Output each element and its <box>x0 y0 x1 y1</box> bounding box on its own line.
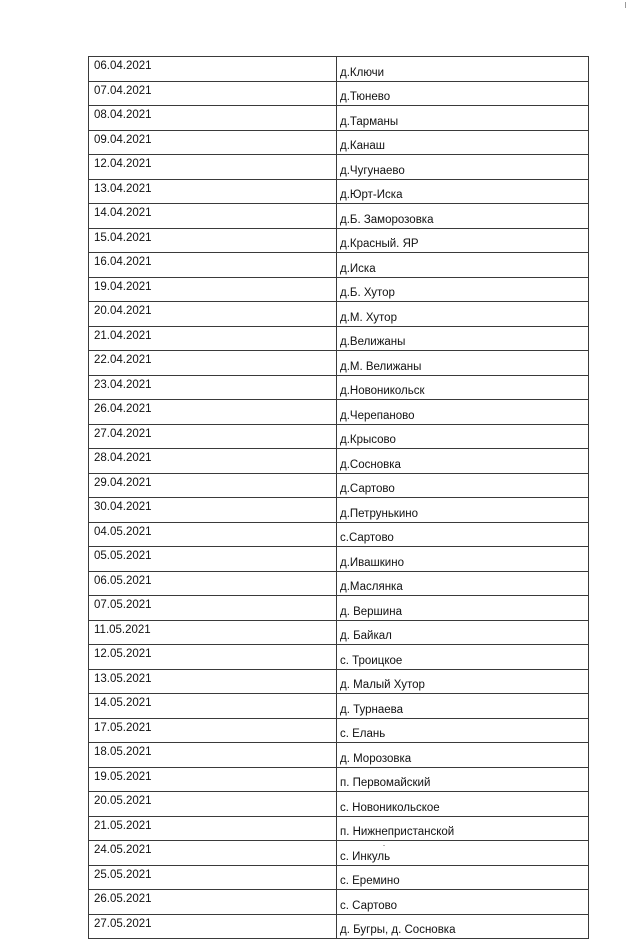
schedule-table <box>88 56 589 939</box>
date-cell: 19.05.2021 <box>89 767 337 792</box>
date-cell: 20.05.2021 <box>89 792 337 817</box>
table-row <box>89 914 589 939</box>
settlement-cell: д.Канаш <box>337 130 589 155</box>
date-cell: 22.04.2021 <box>89 351 337 376</box>
table-row <box>89 767 589 792</box>
date-cell: 23.04.2021 <box>89 375 337 400</box>
settlement-cell: д.Б. Хутор <box>337 277 589 302</box>
settlement-cell: с. Инкуль <box>337 841 589 866</box>
settlement-cell: д. Турнаева <box>337 694 589 719</box>
table-row <box>89 106 589 131</box>
settlement-cell: д. Бугры, д. Сосновка <box>337 914 589 939</box>
table-row <box>89 743 589 768</box>
date-cell: 12.04.2021 <box>89 155 337 180</box>
table-row <box>89 792 589 817</box>
table-row <box>89 351 589 376</box>
settlement-cell: д.Чугунаево <box>337 155 589 180</box>
table-row <box>89 179 589 204</box>
table-row <box>89 326 589 351</box>
date-cell: 24.05.2021 <box>89 841 337 866</box>
table-row <box>89 645 589 670</box>
date-cell: 15.04.2021 <box>89 228 337 253</box>
settlement-cell: с. Новоникольское <box>337 792 589 817</box>
date-cell: 14.05.2021 <box>89 694 337 719</box>
date-cell: 17.05.2021 <box>89 718 337 743</box>
settlement-cell: д.Тюнево <box>337 81 589 106</box>
table-row <box>89 596 589 621</box>
settlement-cell: д.Тарманы <box>337 106 589 131</box>
settlement-cell: д.Б. Заморозовка <box>337 204 589 229</box>
date-cell: 08.04.2021 <box>89 106 337 131</box>
settlement-cell: д.Юрт-Иска <box>337 179 589 204</box>
table-row <box>89 155 589 180</box>
settlement-cell: д.Сартово <box>337 473 589 498</box>
table-row <box>89 253 589 278</box>
table-row <box>89 669 589 694</box>
table-row <box>89 204 589 229</box>
table-row <box>89 816 589 841</box>
settlement-cell: д.Черепаново <box>337 400 589 425</box>
scan-corner-mark <box>625 2 626 8</box>
settlement-cell: д.Маслянка <box>337 571 589 596</box>
table-row <box>89 571 589 596</box>
date-cell: 09.04.2021 <box>89 130 337 155</box>
table-row <box>89 130 589 155</box>
table-row <box>89 865 589 890</box>
settlement-cell: п. Нижнепристанской <box>337 816 589 841</box>
settlement-cell: д.Ивашкино <box>337 547 589 572</box>
table-row <box>89 57 589 82</box>
settlement-cell: д.Новоникольск <box>337 375 589 400</box>
table-row <box>89 277 589 302</box>
date-cell: 06.05.2021 <box>89 571 337 596</box>
settlement-cell: с. Елань <box>337 718 589 743</box>
table-row <box>89 81 589 106</box>
date-cell: 26.04.2021 <box>89 400 337 425</box>
date-cell: 11.05.2021 <box>89 620 337 645</box>
date-cell: 26.05.2021 <box>89 890 337 915</box>
settlement-cell: д.Иска <box>337 253 589 278</box>
settlement-cell: с.Сартово <box>337 522 589 547</box>
date-cell: 12.05.2021 <box>89 645 337 670</box>
date-cell: 28.04.2021 <box>89 449 337 474</box>
settlement-cell: п. Первомайский <box>337 767 589 792</box>
date-cell: 13.04.2021 <box>89 179 337 204</box>
date-cell: 04.05.2021 <box>89 522 337 547</box>
date-cell: 21.04.2021 <box>89 326 337 351</box>
settlement-cell: д.Ключи <box>337 57 589 82</box>
date-cell: 27.04.2021 <box>89 424 337 449</box>
settlement-cell: д.Крысово <box>337 424 589 449</box>
settlement-cell: д. Вершина <box>337 596 589 621</box>
settlement-cell: д. Малый Хутор <box>337 669 589 694</box>
table-row <box>89 400 589 425</box>
settlement-cell: д. Морозовка <box>337 743 589 768</box>
table-row <box>89 718 589 743</box>
table-row <box>89 302 589 327</box>
date-cell: 19.04.2021 <box>89 277 337 302</box>
date-cell: 07.05.2021 <box>89 596 337 621</box>
scan-dot-mark <box>383 845 385 846</box>
date-cell: 29.04.2021 <box>89 473 337 498</box>
date-cell: 07.04.2021 <box>89 81 337 106</box>
table-row <box>89 841 589 866</box>
settlement-cell: с. Еремино <box>337 865 589 890</box>
settlement-cell: д.Красный. ЯР <box>337 228 589 253</box>
date-cell: 25.05.2021 <box>89 865 337 890</box>
table-row <box>89 547 589 572</box>
settlement-cell: д.Сосновка <box>337 449 589 474</box>
date-cell: 20.04.2021 <box>89 302 337 327</box>
table-row <box>89 522 589 547</box>
settlement-cell: с. Сартово <box>337 890 589 915</box>
date-cell: 05.05.2021 <box>89 547 337 572</box>
date-cell: 21.05.2021 <box>89 816 337 841</box>
date-cell: 14.04.2021 <box>89 204 337 229</box>
settlement-cell: д.М. Хутор <box>337 302 589 327</box>
table-row <box>89 375 589 400</box>
settlement-cell: д. Байкал <box>337 620 589 645</box>
table-row <box>89 498 589 523</box>
table-row <box>89 890 589 915</box>
date-cell: 16.04.2021 <box>89 253 337 278</box>
date-cell: 06.04.2021 <box>89 57 337 82</box>
table-row <box>89 228 589 253</box>
date-cell: 27.05.2021 <box>89 914 337 939</box>
settlement-cell: д.М. Велижаны <box>337 351 589 376</box>
table-row <box>89 424 589 449</box>
date-cell: 18.05.2021 <box>89 743 337 768</box>
schedule-table-body <box>89 57 589 939</box>
settlement-cell: д.Петрунькино <box>337 498 589 523</box>
settlement-cell: д.Велижаны <box>337 326 589 351</box>
settlement-cell: с. Троицкое <box>337 645 589 670</box>
date-cell: 30.04.2021 <box>89 498 337 523</box>
table-row <box>89 694 589 719</box>
date-cell: 13.05.2021 <box>89 669 337 694</box>
table-row <box>89 473 589 498</box>
table-row <box>89 449 589 474</box>
table-row <box>89 620 589 645</box>
